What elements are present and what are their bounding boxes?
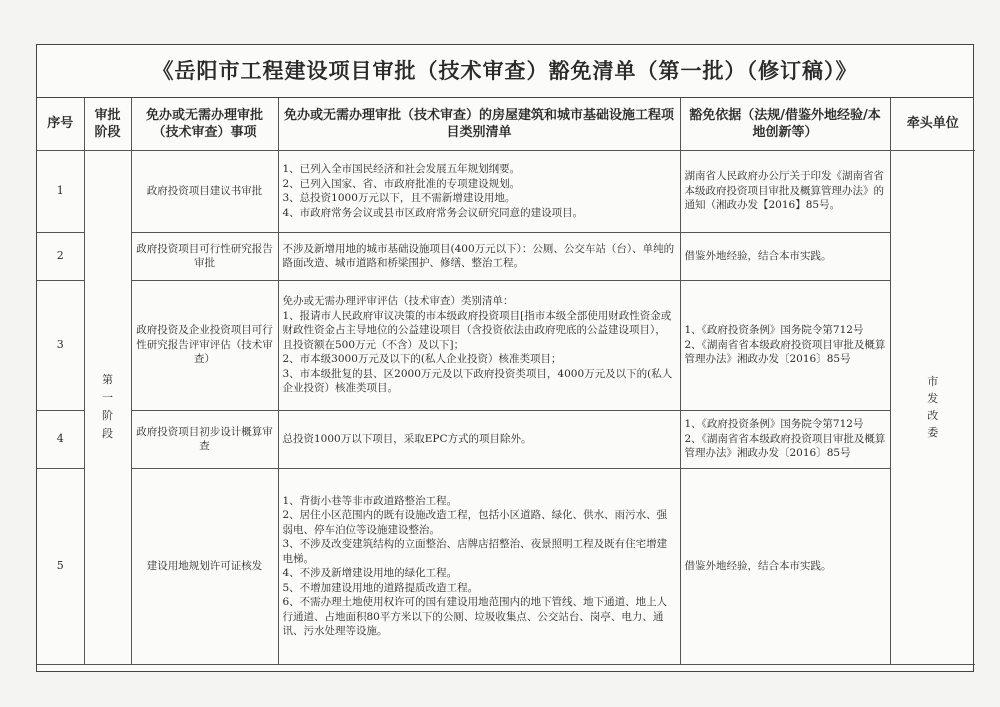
- header-basis: 豁免依据（法规/借鉴外地经验/本地创新等）: [680, 98, 890, 150]
- lead-char: 委: [927, 426, 939, 439]
- lead-char: 改: [927, 409, 939, 422]
- list-line: 2、市本级3000万元及以下的(私人企业投资）核准类项目；: [282, 353, 562, 366]
- row-basis: [680, 468, 890, 664]
- list-line: 不涉及新增用地的城市基础设施项目(400万元以下）：公厕、公交车站（台）、单纯的路面改造、城市道路和桥梁围护、修缮、整治工程。: [282, 242, 675, 269]
- row-list: [278, 468, 680, 664]
- table-row: [37, 468, 975, 664]
- row-item: 建设用地规划许可证核发: [131, 468, 278, 664]
- row-list: [278, 410, 680, 468]
- stage-char: 阶: [102, 409, 113, 422]
- lead-char: 发: [927, 392, 939, 405]
- row-basis: [680, 410, 890, 468]
- table-header-row: [37, 98, 975, 150]
- row-seq: 3: [37, 280, 84, 410]
- header-lead: 牵头单位: [890, 98, 975, 150]
- list-line: 1、报请市人民政府审议决策的市本级政府投资项目[指市本级全部使用财政性资金或财政性资金占主导地位的公益建设项目（含投资依法由政府兜底的公益建设项目），且投资额在500万元（不含）及以下]；: [282, 309, 672, 351]
- list-line: 3、不涉及改变建筑结构的立面整治、店牌店招整治、夜景照明工程及既有住宅增建电梯。: [282, 538, 668, 565]
- basis-line: 湖南省人民政府办公厅关于印发《湖南省省本级政府投资项目审批及概算管理办法》的通知（湘政办发【2016】85号。: [684, 170, 884, 212]
- basis-line: 2、《湖南省省本级政府投资项目审批及概算管理办法》湘政办发〔2016〕85号: [684, 338, 886, 366]
- lead-char: 市: [927, 375, 939, 388]
- table-row: [37, 280, 975, 410]
- row-basis: [680, 150, 890, 232]
- table-row: [37, 150, 975, 232]
- row-seq: 5: [37, 468, 84, 664]
- header-list: 免办或无需办理审批（技术审查）的房屋建筑和城市基础设施工程项目类别清单: [278, 98, 680, 150]
- basis-line: 1、《政府投资条例》国务院令第712号: [684, 418, 864, 431]
- row-basis: [680, 280, 890, 410]
- row-item: 政府投资项目可行性研究报告审批: [131, 232, 278, 280]
- document-sheet: [36, 44, 974, 672]
- row-list: [278, 280, 680, 410]
- list-line: 免办或无需办理评审评估（技术审查）类别清单：: [282, 295, 514, 308]
- basis-line: 借鉴外地经验，结合本市实践。: [684, 559, 832, 572]
- lead-unit-cell: [890, 150, 975, 664]
- row-seq: 2: [37, 232, 84, 280]
- stage-char: 一: [102, 391, 113, 404]
- list-line: 3、总投资1000万元以下，且不需新增建设用地。: [282, 192, 516, 204]
- stage-char: 段: [102, 427, 113, 440]
- row-seq: 1: [37, 150, 84, 232]
- table-row: [37, 232, 975, 280]
- list-line: 1、已列入全市国民经济和社会发展五年规划纲要。: [282, 163, 521, 175]
- row-basis: [680, 232, 890, 280]
- list-line: 1、背街小巷等非市政道路整治工程。: [282, 494, 458, 507]
- header-seq: 序号: [37, 98, 84, 150]
- basis-line: 借鉴外地经验，结合本市实践。: [684, 249, 832, 262]
- row-list: [278, 232, 680, 280]
- row-item: 政府投资及企业投资项目可行性研究报告评审评估（技术审查）: [131, 280, 278, 410]
- list-line: 总投资1000万以下项目，采取EPC方式的项目除外。: [282, 432, 532, 445]
- list-line: 6、不需办理土地使用权许可的国有建设用地范围内的地下管线、地下通道、地上人行通道、占地面积80平方米以下的公厕、垃圾收集点、公交站台、岗亭、电力、通讯、污水处理等设施。: [282, 596, 668, 637]
- row-seq: 4: [37, 410, 84, 468]
- row-item: 政府投资项目初步设计概算审查: [131, 410, 278, 468]
- header-stage: 审批阶段: [84, 98, 131, 150]
- list-line: 4、不涉及新增建设用地的绿化工程。: [282, 567, 458, 579]
- basis-line: 1、《政府投资条例》国务院令第712号: [684, 324, 864, 337]
- list-line: 2、居住小区范围内的既有设施改造工程，包括小区道路、绿化、供水、雨污水、强弱电、停车泊位等设施建设整治。: [282, 509, 668, 536]
- list-line: 3、市本级批复的县、区2000万元及以下政府投资类项目，4000万元及以下的(私人企业投资）核准类项目。: [282, 367, 673, 395]
- row-list: [278, 150, 680, 232]
- basis-line: 2、《湖南省省本级政府投资项目审批及概算管理办法》湘政办发〔2016〕85号: [684, 432, 886, 460]
- list-line: 4、市政府常务会议或县市区政府常务会议研究同意的建设项目。: [282, 206, 584, 219]
- list-line: 2、已列入国家、省、市政府批准的专项建设规划。: [282, 177, 521, 190]
- header-item: 免办或无需办理审批（技术审查）事项: [131, 98, 278, 150]
- stage-char: 第: [102, 373, 113, 386]
- table-row: [37, 410, 975, 468]
- exemption-table: [37, 98, 975, 665]
- document-title: 《岳阳市工程建设项目审批（技术审查）豁免清单（第一批）（修订稿）》: [37, 45, 973, 98]
- list-line: 5、不增加建设用地的道路提质改造工程。: [282, 581, 479, 594]
- row-item: 政府投资项目建议书审批: [131, 150, 278, 232]
- stage-cell: [84, 150, 131, 664]
